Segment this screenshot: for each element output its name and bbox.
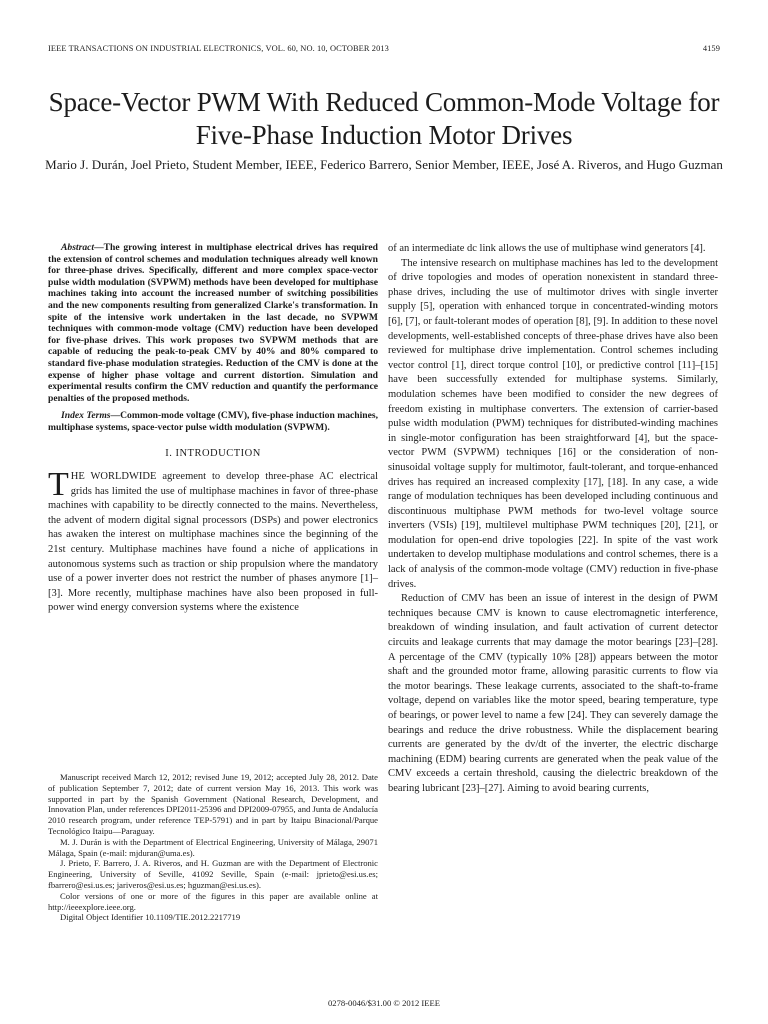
intro-text: agreement to develop three-phase AC electrical grids has limited the use of multiphase machines in favor of three-phase machines with capability to be directly connected to the mains. Nevertheless, the advent of modern digital signal processors (DSPs) and power electronics has awaken the interest on multiphase machines since the beginning of the 21st century. Multiphase machines have found a niche of applications in autonomous systems such as traction or ship propulsion where the mandatory use of a power inverter does not restrict the number of phases anymore [1]–[3]. More recently, multiphase machines have also been proposed in full-power wind energy conversion systems where the existence [48, 471, 378, 614]
right-column [388, 242, 718, 797]
author-list: Mario J. Durán, Joel Prieto, Student Member, IEEE, Federico Barrero, Senior Member, IEEE, José A. Riveros, and Hugo Guzman [45, 157, 723, 172]
body-paragraph: Reduction of CMV has been an issue of interest in the design of PWM techniques because CMV is known to cause electromagnetic interference, breakdown of winding insulation, and fault activation of current detector circuits and leakage currents that may damage the motor bearings [23]–[28]. A percentage of the CMV (typically 10% [28]) appears between the motor shaft and the grounded motor frame, allowing parasitic currents to flow via the motor bearings. These leakage currents, associated to the shaft-to-frame voltage, depend on variables like the motor speed, bearing temperature, type of bearings, or power level to name a few [24]. They can severely damage the bearings and reduce the drive robustness. While the displacement bearing currents are generated by the dv/dt of the inverter, the electric discharge machining (EDM) bearing currents are generated when the peak value of the CMV exceeds a certain threshold, causing the dielectric breakdown of the bearing lubricant [23]–[27]. Aiming to avoid bearing currents, [388, 593, 718, 794]
section-heading: I. INTRODUCTION [165, 447, 261, 459]
body-paragraph: of an intermediate dc link allows the use of multiphase wind generators [4]. [388, 243, 706, 254]
abstract-label: Abstract [61, 242, 95, 253]
intro-paragraph [48, 466, 378, 616]
journal-name: IEEE TRANSACTIONS ON INDUSTRIAL ELECTRONICS, VOL. 60, NO. 10, OCTOBER 2013 [48, 44, 389, 53]
index-terms [48, 410, 378, 433]
running-header [48, 44, 720, 53]
body-paragraph: The intensive research on multiphase machines has led to the development of drive topologies and modes of operation nonexistent in standard three-phase drives, including the use of multimotor drives with single inverter supply [5], operation with enhanced torque in concentrated-winding motors [6], [7], or fault-tolerant modes of operation [8], [9]. In addition to these novel developments, well-established concepts of three-phase drives have also been reviewed for multiphase drive implementation. Control schemes including vector control [1], direct torque control [10], or predictive control [11]–[15] have been successfully extended for multiphase systems. Similarly, modulation schemes have been modified to consider the new degrees of freedom existing in multiphase converters. The extension of carrier-based pulse width modulation (PWM) techniques for distributed-winding machines in single-motor configuration has been straightforward [4], but the space-vector PWM (SVPWM) techniques [16] or the consideration of non-sinusoidal voltage supply for multimotor, fault-tolerant, and torque-enhanced drives has required an increased complexity [17], [18]. In any case, a wide range of modulation techniques has been developed including continuous and discontinuous multiphase PWM methods for two-level voltage source inverters (VSIs) [19], multilevel multiphase PWM techniques [20], [21], or modulation for open-end drive topologies [22]. In spite of the vast work undertaken to develop multiphase modulations and control schemes, there is a lack of analysis of the common-mode voltage (CMV) reduction in five-phase drives. [388, 257, 718, 590]
left-column [48, 242, 378, 616]
index-terms-label: Index Terms [61, 410, 111, 422]
footnote-author-1: M. J. Durán is with the Department of Electrical Engineering, University of Málaga, 29071 Málaga, Spain (e-mail: mjduran@uma.es). [48, 836, 378, 858]
footnotes [48, 772, 378, 923]
footnote-author-2: J. Prieto, F. Barrero, J. A. Riveros, and H. Guzman are with the Department of Electronic Engineering, University of Seville, 41092 Seville, Spain (e-mail: jprieto@esi.us.es; fbarrero@esi.us.es; jariveros@esi.us.es; hguzman@esi.us.es). [48, 858, 378, 890]
footnote-doi: Digital Object Identifier 10.1109/TIE.2012.2217719 [60, 912, 241, 923]
abstract [48, 242, 378, 404]
abstract-text: —The growing interest in multiphase electrical drives has required the extension of control schemes and modulation techniques already well known for three-phase drives. Specifically, different and more complex space-vector pulse width modulation (SVPWM) methods have been developed for multiphase machines taking into account the increased number of switching possibilities and the new components resulting from generalized Clarke's transformation. In spite of the intensive work undertaken in the last decade, no SVPWM techniques with common-mode voltage (CMV) reduction have been developed for five-phase drives. This work proposes two SVPWM methods that are capable of reducing the peak-to-peak CMV by 40% and 80% compared to standard five-phase modulation strategies. Reduction of the CMV is done at the expense of higher phase voltage and current distortion. Simulation and experimental results confirm the CMV reduction and quantify the performance penalties of the proposed methods. [48, 242, 378, 404]
copyright-line: 0278-0046/$31.00 © 2012 IEEE [327, 998, 441, 1008]
page-number: 4159 [702, 44, 720, 53]
paper-title: Space-Vector PWM With Reduced Common-Mode Voltage for Five-Phase Induction Motor Drives [48, 87, 720, 150]
footnote-manuscript: Manuscript received March 12, 2012; revised June 19, 2012; accepted July 28, 2012. Date of publication September 7, 2012; date of current version May 16, 2013. This work was supported in part by the Spanish Government (National Research, Development, and Innovation Plan, under references DPI2011-25396 and DPI2009-07955, and Junta de Andalucía 2010 research program, under reference TEP-5791) and in part by Itaipu Binacional/Parque Tecnológico Itaipu—Paraguay. [48, 772, 378, 836]
intro-first-words: HE WORLDWIDE [70, 471, 157, 483]
drop-cap: T [48, 466, 69, 504]
footnote-color: Color versions of one or more of the figures in this paper are available online at http://ieeexplore.ieee.org. [48, 890, 378, 912]
index-terms-text: —Common-mode voltage (CMV), five-phase induction machines, multiphase systems, space-vector pulse width modulation (SVPWM). [48, 410, 378, 433]
